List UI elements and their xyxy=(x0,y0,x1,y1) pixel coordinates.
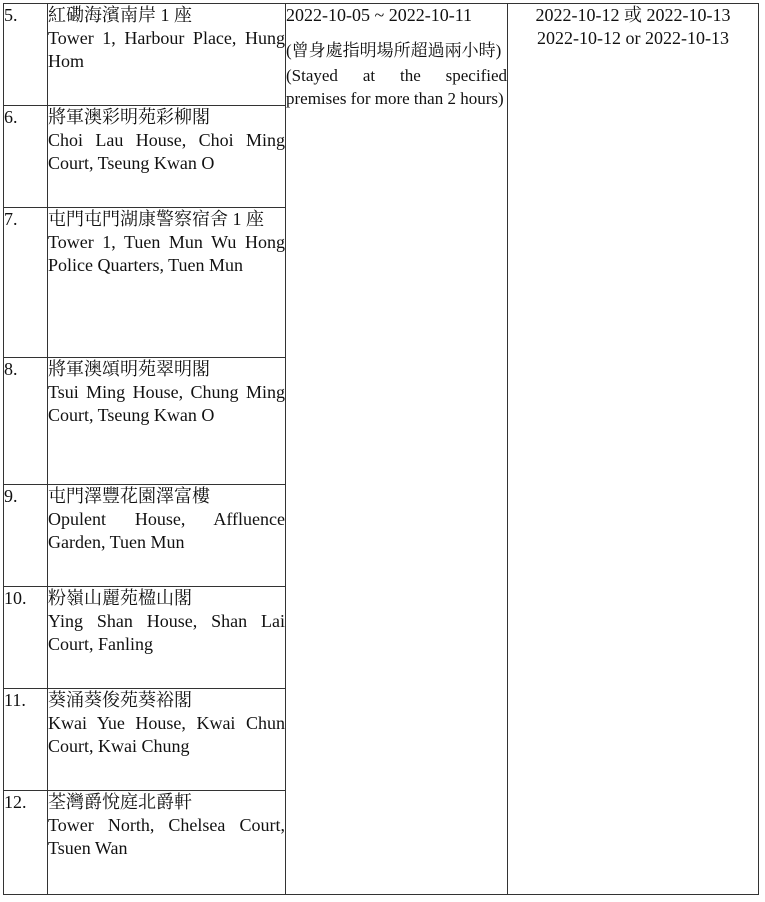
premises-name-zh: 屯門澤豐花園澤富樓 xyxy=(48,486,210,506)
table-row xyxy=(4,4,759,106)
row-number: 6. xyxy=(4,106,48,208)
premises-name-zh: 紅磡海濱南岸 1 座 xyxy=(48,5,192,25)
premises-name-zh: 屯門屯門湖康警察宿舍 1 座 xyxy=(48,209,264,229)
premises-cell xyxy=(48,485,286,587)
premises-cell xyxy=(48,689,286,791)
premises-cell xyxy=(48,358,286,485)
premises-cell xyxy=(48,4,286,106)
premises-name-en: Tsui Ming House, Chung Ming Court, Tseung Kwan O xyxy=(48,382,285,425)
row-number: 5. xyxy=(4,4,48,106)
premises-name-en: Tower 1, Harbour Place, Hung Hom xyxy=(48,28,285,71)
premises-name-en: Choi Lau House, Choi Ming Court, Tseung Kwan O xyxy=(48,130,285,173)
visit-date-range: 2022-10-05 ~ 2022-10-11 xyxy=(286,5,473,25)
premises-name-zh: 粉嶺山麗苑楹山閣 xyxy=(48,588,192,608)
test-date-zh: 2022-10-12 或 2022-10-13 xyxy=(535,5,731,25)
premises-name-zh: 將軍澳頌明苑翠明閣 xyxy=(48,359,210,379)
visit-date-cell xyxy=(286,4,508,895)
premises-name-en: Ying Shan House, Shan Lai Court, Fanling xyxy=(48,611,285,654)
row-number: 10. xyxy=(4,587,48,689)
premises-name-en: Kwai Yue House, Kwai Chun Court, Kwai Chung xyxy=(48,713,285,756)
premises-table xyxy=(3,3,759,895)
row-number: 11. xyxy=(4,689,48,791)
premises-name-en: Opulent House, Affluence Garden, Tuen Mun xyxy=(48,509,285,552)
premises-cell xyxy=(48,791,286,895)
row-number: 9. xyxy=(4,485,48,587)
premises-cell xyxy=(48,106,286,208)
row-number: 12. xyxy=(4,791,48,895)
visit-note-en: (Stayed at the specified premises for more than 2 hours) xyxy=(286,66,507,108)
premises-name-zh: 荃灣爵悅庭北爵軒 xyxy=(48,792,192,812)
premises-cell xyxy=(48,208,286,358)
premises-name-zh: 將軍澳彩明苑彩柳閣 xyxy=(48,107,210,127)
visit-note-zh: (曾身處指明場所超過兩小時) xyxy=(286,41,502,60)
premises-name-en: Tower North, Chelsea Court, Tsuen Wan xyxy=(48,815,285,858)
row-number: 8. xyxy=(4,358,48,485)
test-date-en: 2022-10-12 or 2022-10-13 xyxy=(537,28,729,48)
row-number: 7. xyxy=(4,208,48,358)
premises-cell xyxy=(48,587,286,689)
test-date-cell xyxy=(508,4,759,895)
premises-name-zh: 葵涌葵俊苑葵裕閣 xyxy=(48,690,192,710)
premises-name-en: Tower 1, Tuen Mun Wu Hong Police Quarters, Tuen Mun xyxy=(48,232,285,275)
